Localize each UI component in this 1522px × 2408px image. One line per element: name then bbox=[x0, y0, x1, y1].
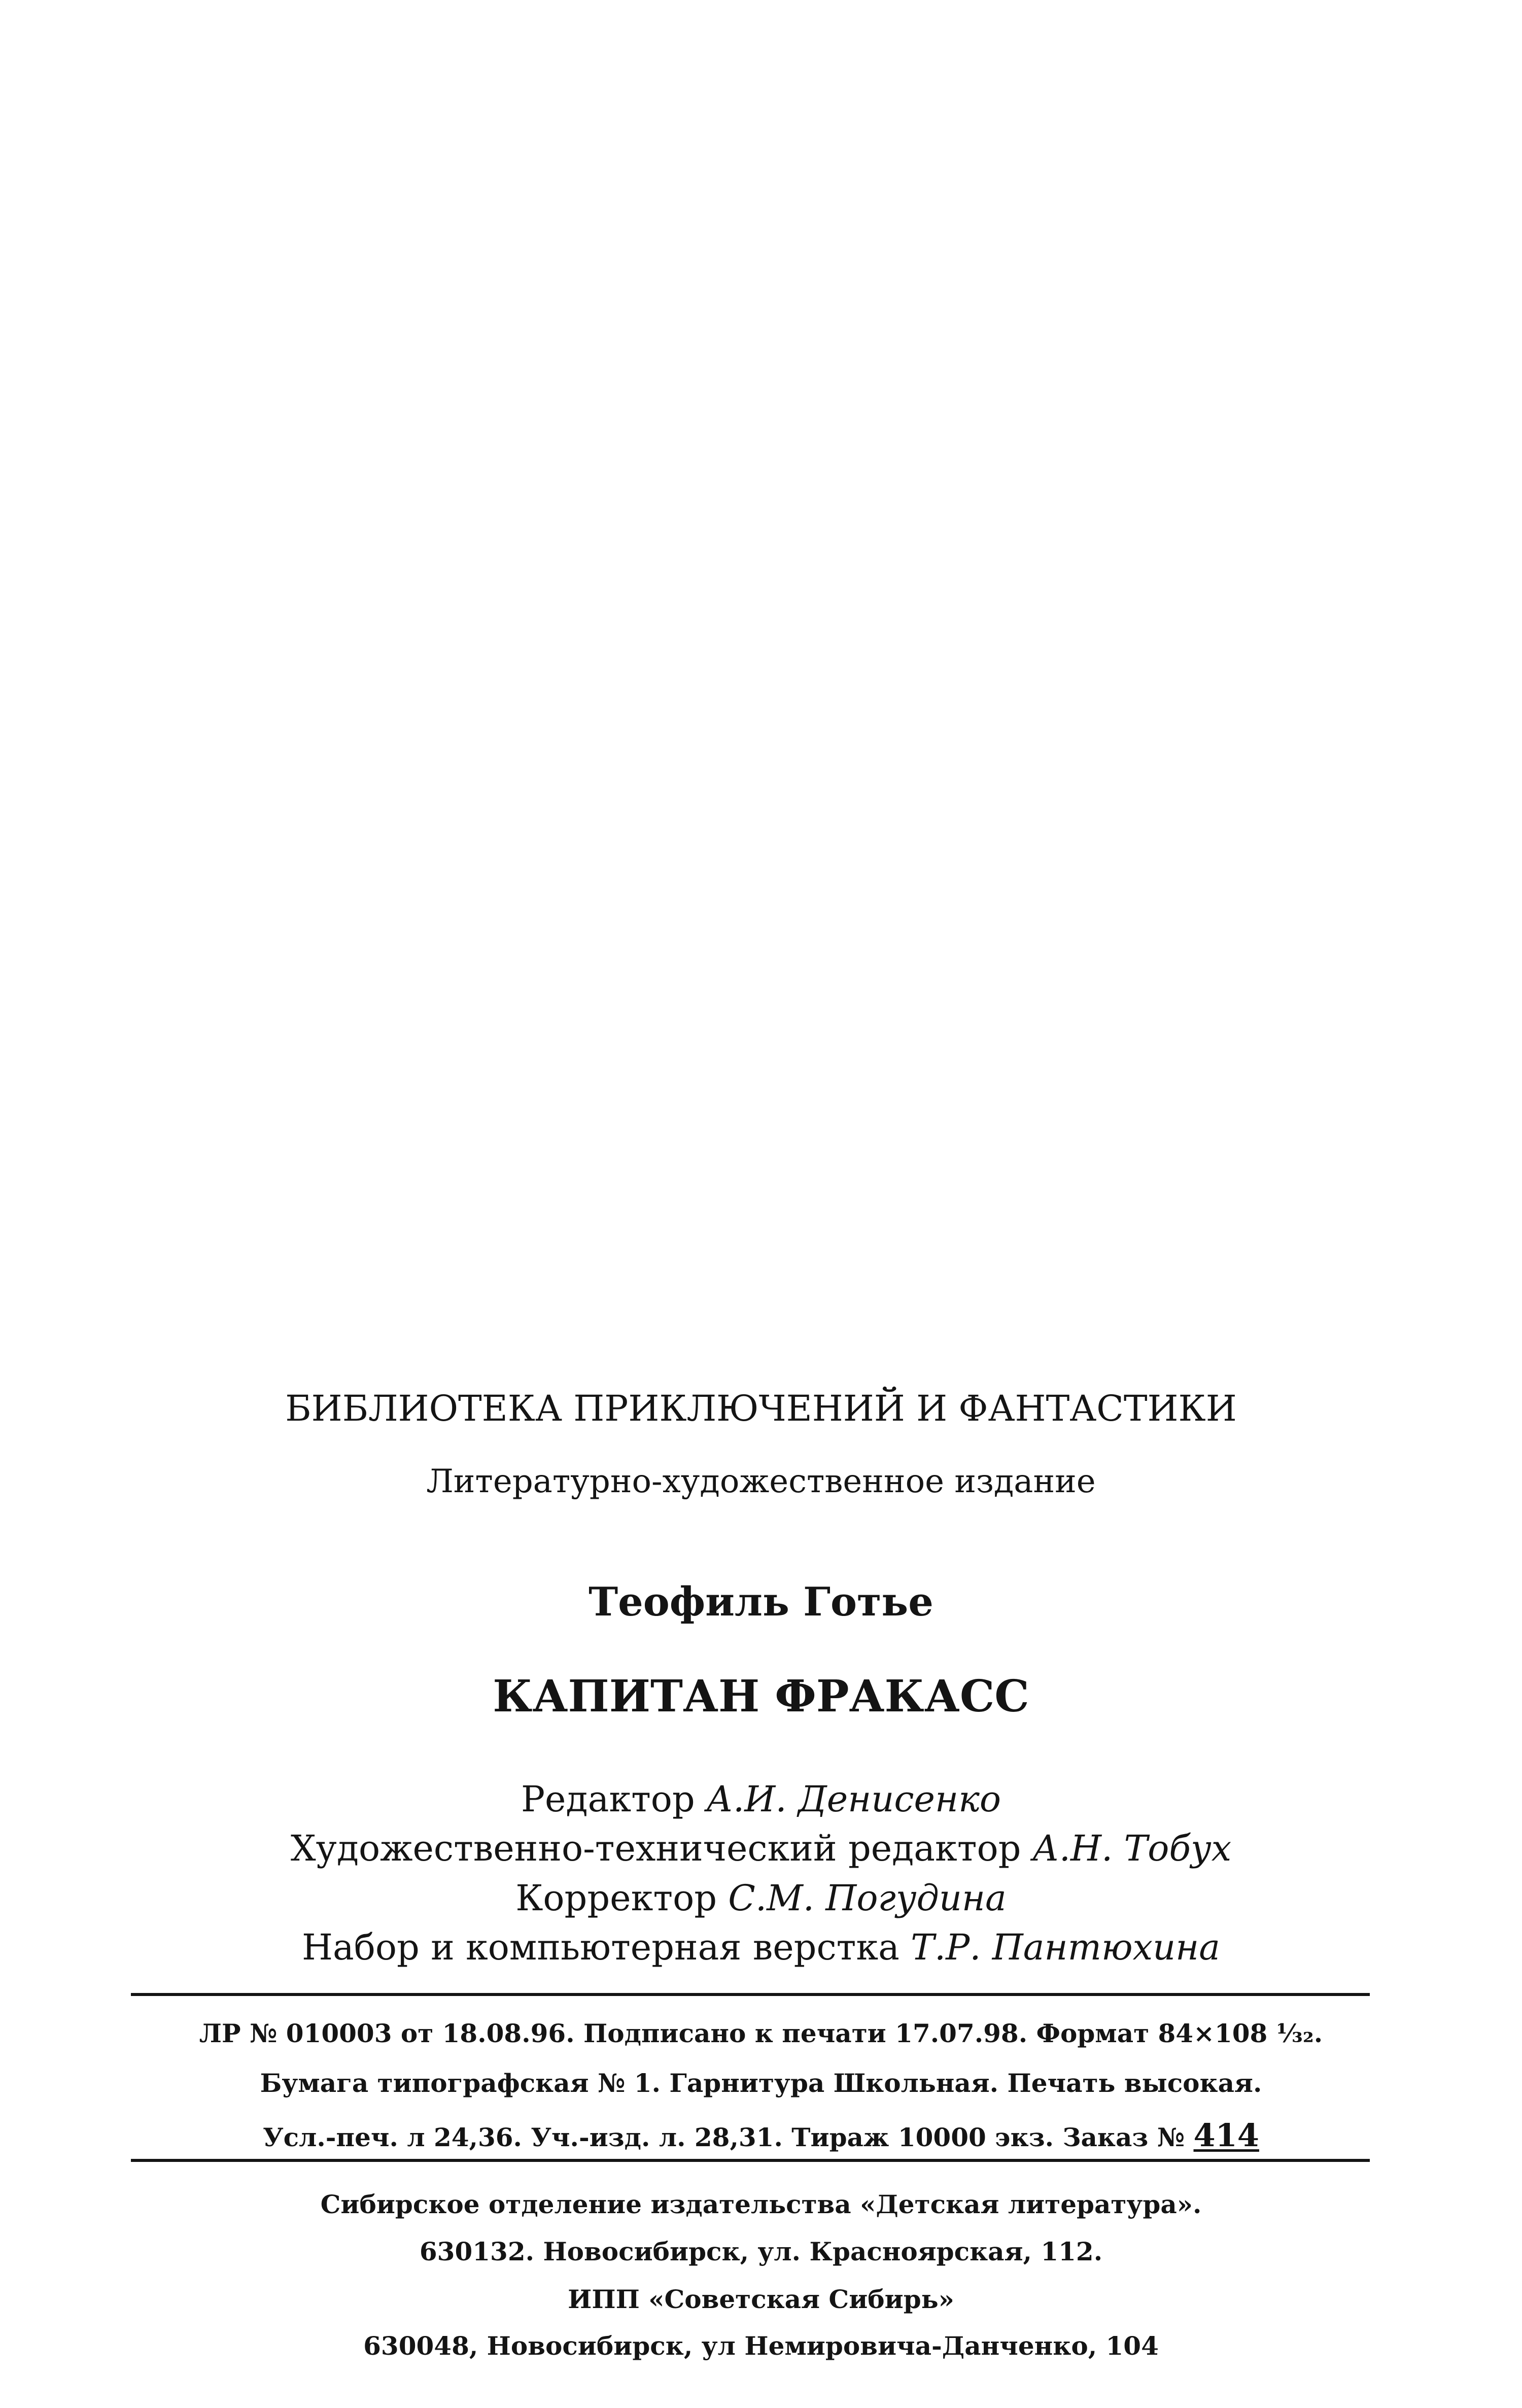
imprint-license-line: ЛР № 010003 от 18.08.96. Подписано к печати 17.07.98. Формат 84×108 ¹⁄₃₂. bbox=[199, 2018, 1323, 2048]
staff-role: Художественно-технический редактор bbox=[290, 1828, 1021, 1869]
printer-name: ИПП «Советская Сибирь» bbox=[568, 2284, 954, 2314]
edition-type: Литературно-художественное издание bbox=[426, 1463, 1096, 1500]
divider-bottom bbox=[131, 2159, 1370, 2162]
staff-art-technical-editor bbox=[0, 1828, 1522, 1869]
divider-top bbox=[131, 1993, 1370, 1996]
publisher-name: Сибирское отделение издательства «Детская литература». bbox=[320, 2189, 1202, 2219]
staff-person: Т.Р. Пантюхина bbox=[911, 1927, 1220, 1968]
staff-person: С.М. Погудина bbox=[728, 1877, 1007, 1919]
book-title: КАПИТАН ФРАКАСС bbox=[493, 1671, 1029, 1722]
staff-person: А.Н. Тобух bbox=[1032, 1828, 1232, 1869]
staff-role: Набор и компьютерная верстка bbox=[301, 1927, 900, 1968]
author-name: Теофиль Готье bbox=[589, 1579, 933, 1625]
staff-editor bbox=[0, 1778, 1522, 1820]
staff-proofreader bbox=[0, 1877, 1522, 1919]
imprint-print-run-text: Усл.-печ. л 24,36. Уч.-изд. л. 28,31. Тираж 10000 экз. Заказ № bbox=[263, 2122, 1185, 2152]
order-number: 414 bbox=[1193, 2117, 1259, 2154]
printer-address: 630048, Новосибирск, ул Немировича-Данченко, 104 bbox=[363, 2331, 1159, 2361]
staff-person: А.И. Денисенко bbox=[706, 1778, 1001, 1820]
staff-typesetter bbox=[0, 1927, 1522, 1968]
staff-role: Корректор bbox=[515, 1877, 717, 1919]
series-title: БИБЛИОТЕКА ПРИКЛЮЧЕНИЙ И ФАНТАСТИКИ bbox=[285, 1388, 1237, 1429]
imprint-print-run-line bbox=[0, 2117, 1522, 2154]
staff-role: Редактор bbox=[521, 1778, 695, 1820]
publisher-address: 630132. Новосибирск, ул. Красноярская, 112. bbox=[419, 2237, 1103, 2266]
imprint-paper-line: Бумага типографская № 1. Гарнитура Школьная. Печать высокая. bbox=[260, 2068, 1262, 2098]
